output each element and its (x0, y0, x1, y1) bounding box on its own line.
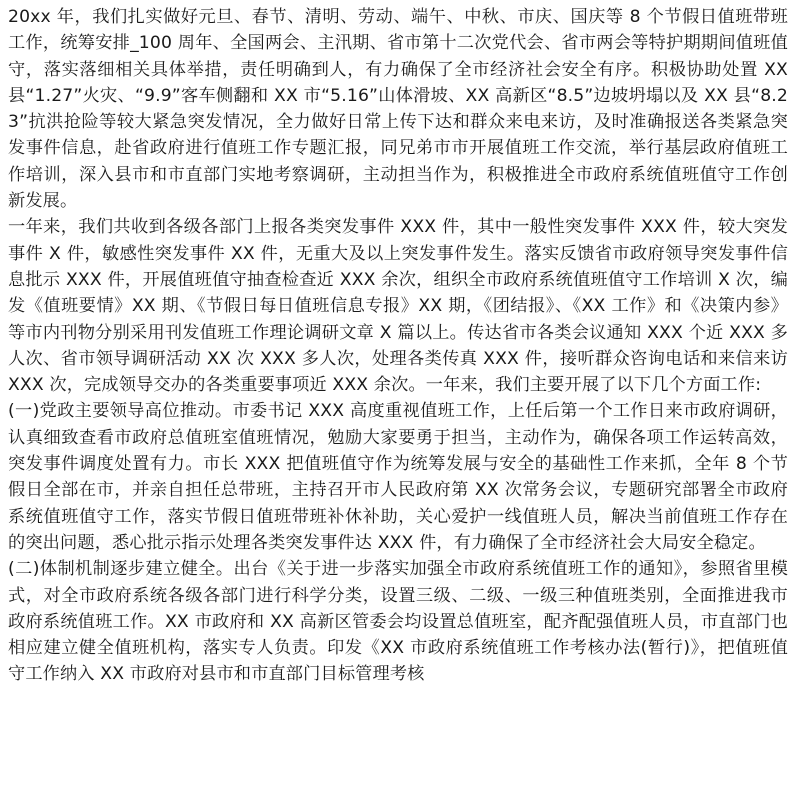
paragraph-statistics: 一年来，我们共收到各级各部门上报各类突发事件 XXX 件，其中一般性突发事件 XXX 件，较大突发事件 X 件，敏感性突发事件 XX 件，无重大及以上突发事件发生。落实反馈省市政府领导突发事件信息批示 XXX 件，开展值班值守抽查检查近 XXX 余次，组织全市政府系统值班值守工作培训 X 次，编发《值班要情》XX 期、《节假日每日值班信息专报》XX 期，《团结报》、《XX 工作》和《决策内参》等市内刊物分别采用刊发值班工作理论调研文章 X 篇以上。传达省市各类会议通知 XXX 个近 XXX 多人次、省市领导调研活动 XX 次 XXX 多人次，处理各类传真 XXX 件，接听群众咨询电话和来信来访 XXX 次，完成领导交办的各类重要事项近 XXX 余次。一年来，我们主要开展了以下几个方面工作: (8, 217, 788, 396)
document-body (8, 4, 788, 688)
paragraph-mechanism: (二)体制机制逐步建立健全。出台《关于进一步落实加强全市政府系统值班工作的通知》，参照省里模式，对全市政府系统各级各部门进行科学分类，设置三级、二级、一级三种值班类别，全面推进我市政府系统值班工作。XX 市政府和 XX 高新区管委会均设置总值班室，配齐配强值班人员，市直部门也相应建立健全值班机构，落实专人负责。印发《XX 市政府系统值班工作考核办法(暂行)》，把值班值守工作纳入 XX 市政府对县市和市直部门目标管理考核 (8, 559, 788, 685)
paragraph-leadership: (一)党政主要领导高位推动。市委书记 XXX 高度重视值班工作，上任后第一个工作日来市政府调研，认真细致查看市政府总值班室值班情况，勉励大家要勇于担当，主动作为，确保各项工作运转高效，突发事件调度处置有力。市长 XXX 把值班值守作为统筹发展与安全的基础性工作来抓，全年 8 个节假日全部在市，并亲自担任总带班，主持召开市人民政府第 XX 次常务会议，专题研究部署全市政府系统值班值守工作，落实节假日值班带班补休补助，关心爱护一线值班人员，解决当前值班工作存在的突出问题，悉心批示指示处理各类突发事件达 XXX 件，有力确保了全市经济社会大局安全稳定。 (8, 401, 788, 553)
paragraph-summary: 20xx 年，我们扎实做好元旦、春节、清明、劳动、端午、中秋、市庆、国庆等 8 个节假日值班带班工作，统筹安排_100 周年、全国两会、主汛期、省市第十二次党代会、省市两会等特护期期间值班值守，落实落细相关具体举措，责任明确到人，有力确保了全市经济社会安全有序。积极协助处置 XX 县“1.27”火灾、“9.9”客车侧翻和 XX 市“5.16”山体滑坡、XX 高新区“8.5”边坡坍塌以及 XX 县“8.23”抗洪抢险等较大紧急突发情况，全力做好日常上传下达和群众来电来访，及时准确报送各类紧急突发事件信息，赴省政府进行值班工作专题汇报，同兄弟市市开展值班工作交流，举行基层政府值班工作培训，深入县市和市直部门实地考察调研，主动担当作为，积极推进全市政府系统值班值守工作创新发展。 (8, 7, 788, 212)
